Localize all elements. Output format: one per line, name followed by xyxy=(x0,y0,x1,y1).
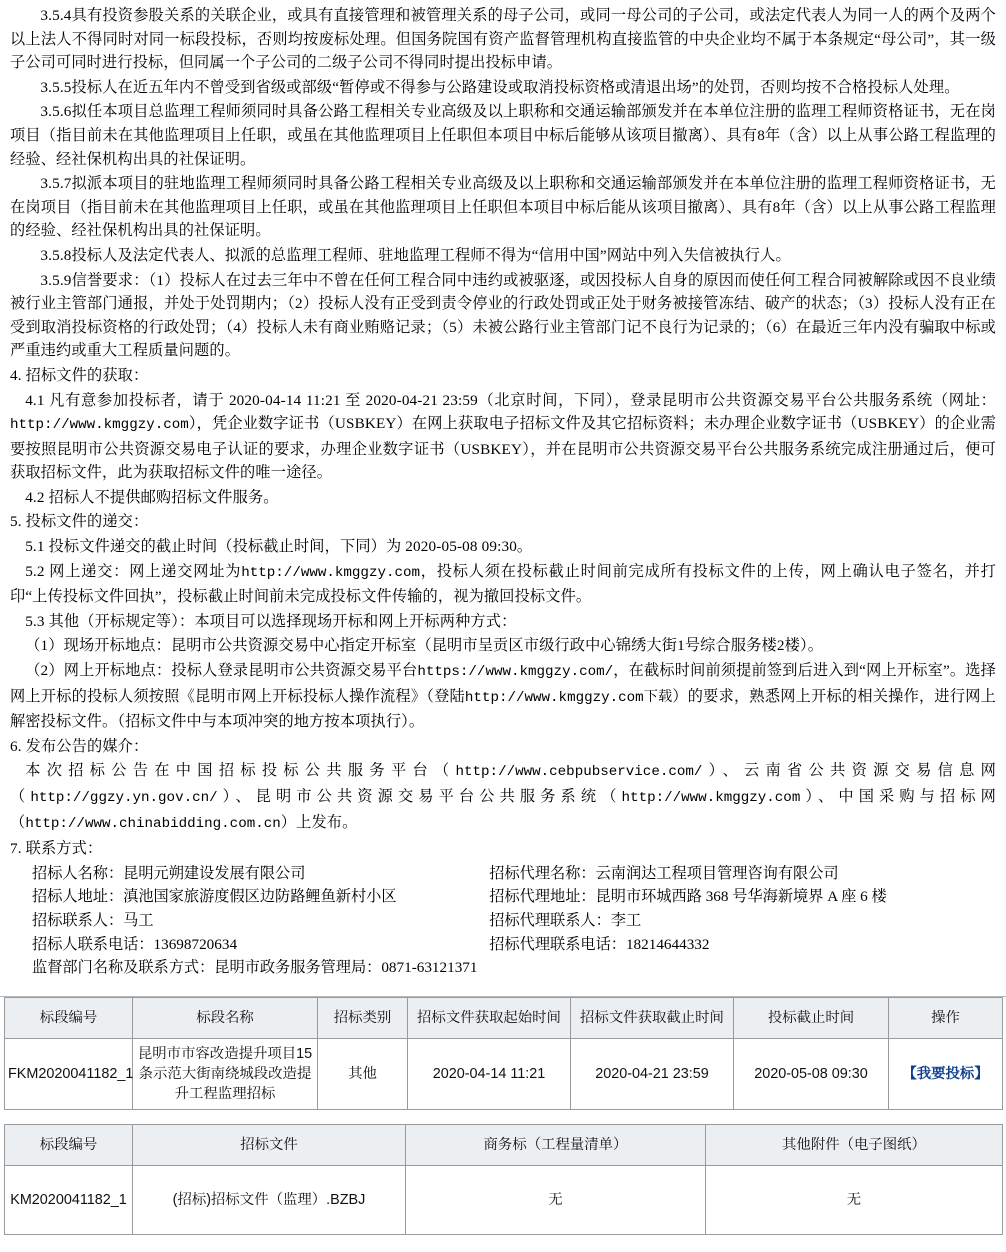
contact-row-address xyxy=(10,885,996,909)
contact-info-table xyxy=(10,862,996,980)
section-5-2 xyxy=(10,560,996,609)
section-5-2-text-b: ，投标人须在投标截止时间前完成所有投标文件的上传，网上确认电子签名，并打印“上传投标文件回执”，投标截止时间前未完成投标文件传输的，视为撤回投标文件。 xyxy=(10,562,997,606)
kmggzy-url-5: http://www.kmggzy.com xyxy=(621,790,801,806)
agent-contact-value: 李工 xyxy=(610,911,642,929)
kmggzy-url-2: http://www.kmggzy.com xyxy=(241,564,421,581)
file-table-header-row xyxy=(5,1124,1003,1165)
cebpubservice-url: http://www.cebpubservice.com/ xyxy=(455,764,703,781)
lot-cell-doc-end: 2020-04-21 23:59 xyxy=(571,1038,734,1109)
file-table xyxy=(4,1124,1003,1235)
lot-cell-lot-no: FKM2020041182_1 xyxy=(5,1038,133,1109)
section-6-body xyxy=(10,759,996,836)
section-6-text-c: ）、昆明市公共资源交易平台公共服务系统（ xyxy=(217,788,622,805)
supervisor-label: 监督部门名称及联系方式： xyxy=(32,959,215,977)
section-5-2-text-a: 5.2 网上递交：网上递交网址为 xyxy=(25,562,242,580)
tenderer-phone-cell xyxy=(10,933,483,957)
tenderer-name-value: 昆明元朔建设发展有限公司 xyxy=(123,864,306,882)
file-header-bid-doc: 招标文件 xyxy=(133,1124,406,1165)
agent-name-value: 云南润达工程项目管理咨询有限公司 xyxy=(595,864,839,882)
lot-header-action: 操作 xyxy=(889,997,1003,1038)
agent-address-cell xyxy=(483,885,996,909)
agent-address-value: 昆明市环城西路 368 号华海新境界 A 座 6 楼 xyxy=(595,888,887,906)
lot-header-category: 招标类别 xyxy=(318,997,408,1038)
section-5-3-2 xyxy=(10,659,996,734)
tenderer-contact-value: 马工 xyxy=(123,911,154,929)
agent-name-label: 招标代理名称： xyxy=(489,864,596,882)
lot-table xyxy=(4,997,1003,1110)
lot-cell-lot-name: 昆明市市容改造提升项目15条示范大街南绕城段改造提升工程监理招标 xyxy=(133,1038,318,1109)
supervisor-value: 昆明市政务服务管理局：0871-63121371 xyxy=(214,959,478,977)
tenderer-phone-value: 13698720634 xyxy=(153,935,238,953)
section-5-3: 5.3 其他（开标规定等）：本项目可以选择现场开标和网上开标两种方式： xyxy=(25,612,517,630)
section-5-title: 5. 投标文件的递交： xyxy=(10,513,149,531)
contact-row-person xyxy=(10,909,996,933)
section-4-2: 4.2 招标人不提供邮购招标文件服务。 xyxy=(25,488,279,506)
section-5-3-1: （1）现场开标地点：昆明市公共资源交易中心指定开标室（昆明市呈贡区市级行政中心锦绣大街1号综合服务楼2楼）。 xyxy=(25,637,824,655)
clause-3-5-8: 3.5.8投标人及法定代表人、拟派的总监理工程师、驻地监理工程师不得为“信用中国”网站中列入失信被执行人。 xyxy=(40,246,791,264)
file-cell-lot-no: KM2020041182_1 xyxy=(5,1165,133,1234)
section-4-1 xyxy=(10,389,996,485)
agent-address-label: 招标代理地址： xyxy=(489,888,596,906)
section-6-text-e: ）上发布。 xyxy=(280,813,358,831)
lot-header-lot-no: 标段编号 xyxy=(5,997,133,1038)
lot-header-bid-deadline: 投标截止时间 xyxy=(734,997,889,1038)
clause-3-5-7: 3.5.7拟派本项目的驻地监理工程师须同时具备公路工程相关专业高级及以上职称和交通运输部颁发并在本单位注册的监理工程师资格证书，无在岗项目（指目前未在其他监理项目上任职，或虽在其他监理项目上任职但本项目中标后能从该项目撤离）、具有8年（含）以上从事公路工程监理的经验、经社保机构出具的社保证明。 xyxy=(10,175,996,240)
lot-header-doc-end: 招标文件获取截止时间 xyxy=(571,997,734,1038)
section-4-title: 4. 招标文件的获取： xyxy=(10,366,149,384)
section-6-text-b: ）、云南省公共资源交易信息网（ xyxy=(10,762,997,805)
agent-phone-cell xyxy=(483,933,996,957)
lot-table-header-row xyxy=(5,997,1003,1038)
section-5-3-2-text-a: （2）网上开标地点：投标人登录昆明市公共资源交易平台 xyxy=(25,662,418,680)
section-5-3-2-text-c: ）的要求，熟悉网上开标的相关操作，进行网上解密投标文件。（招标文件中与本项冲突的地方按本项执行）。 xyxy=(10,687,996,731)
section-5-3-2-text-b: ，在截标时间前须提前签到后进入到“网上开标室”。选择网上开标的投标人须按照《昆明市网上开标投标人操作流程》（登陆 xyxy=(10,662,996,705)
tenderer-name-cell xyxy=(10,862,483,886)
lot-cell-doc-start: 2020-04-14 11:21 xyxy=(408,1038,571,1109)
contact-row-supervisor xyxy=(10,956,996,980)
agent-contact-label: 招标代理联系人： xyxy=(489,911,611,929)
section-5-1: 5.1 投标文件递交的截止时间（投标截止时间，下同）为 2020-05-08 09:30。 xyxy=(25,538,533,556)
lot-cell-category: 其他 xyxy=(318,1038,408,1109)
contact-row-phone xyxy=(10,933,996,957)
agent-phone-label: 招标代理联系电话： xyxy=(489,935,626,953)
file-header-other: 其他附件（电子图纸） xyxy=(706,1124,1003,1165)
tenderer-address-value: 滇池国家旅游度假区边防路鲤鱼新村小区 xyxy=(123,888,397,906)
section-6-title: 6. 发布公告的媒介： xyxy=(10,737,149,755)
apply-to-bid-button[interactable]: 【我要投标】 xyxy=(902,1065,989,1082)
file-header-commercial: 商务标（工程量清单） xyxy=(406,1124,706,1165)
tenderer-contact-cell xyxy=(10,909,483,933)
section-6-text-d: ）、中国采购与招标网（ xyxy=(10,788,996,831)
kmggzy-url-4: http://www.kmggzy.com下载 xyxy=(464,689,673,706)
clause-3-5-4: 3.5.4具有投资参股关系的关联企业，或具有直接管理和被管理关系的母子公司，或同一母公司的子公司，或法定代表人为同一人的两个及两个以上法人不得同时对同一标段投标，否则均按废标处理。但国务院国有资产监督管理机构直接监管的中央企业均不属于本条规定“母公司”，其一级子公司可同时进行投标，但同属一个子公司的二级子公司不得同时提出投标申请。 xyxy=(10,7,996,72)
supervisor-cell xyxy=(10,956,996,980)
chinabidding-url: http://www.chinabidding.com.cn xyxy=(25,815,281,832)
file-table-wrap xyxy=(0,1124,1006,1235)
tenderer-phone-label: 招标人联系电话： xyxy=(32,935,154,953)
tenderer-address-label: 招标人地址： xyxy=(32,888,124,906)
clause-3-5-5: 3.5.5投标人在近五年内不曾受到省级或部级“暂停或不得参与公路建设或取消投标资格或清退出场”的处罚，否则均按不合格投标人处理。 xyxy=(40,78,960,96)
lot-cell-bid-deadline: 2020-05-08 09:30 xyxy=(734,1038,889,1109)
table-row xyxy=(5,1038,1003,1109)
ggzy-yn-url: http://ggzy.yn.gov.cn/ xyxy=(30,790,218,806)
agent-name-cell xyxy=(483,862,996,886)
file-cell-commercial: 无 xyxy=(406,1165,706,1234)
table-gap xyxy=(0,1110,1006,1124)
lot-header-doc-start: 招标文件获取起始时间 xyxy=(408,997,571,1038)
tenderer-contact-label: 招标联系人： xyxy=(32,911,124,929)
kmggzy-url-1: http://www.kmggzy.com xyxy=(10,417,189,434)
lot-table-wrap xyxy=(0,997,1006,1110)
file-cell-bid-doc[interactable]: (招标)招标文件（监理）.BZBJ xyxy=(133,1165,406,1234)
agent-contact-cell xyxy=(483,909,996,933)
section-4-1-text-a: 4.1 凡有意参加投标者，请于 2020-04-14 11:21 至 2020-04-21 23:59（北京时间，下同），登录昆明市公共资源交易平台公共服务系统（网址： xyxy=(25,391,996,409)
lot-header-lot-name: 标段名称 xyxy=(133,997,318,1038)
section-6-text-a: 本次招标公告在中国招标投标公共服务平台（ xyxy=(25,762,456,780)
clause-3-5-6: 3.5.6拟任本项目总监理工程师须同时具备公路工程相关专业高级及以上职称和交通运输部颁发并在本单位注册的监理工程师资格证书，无在岗项目（指目前未在其他监理项目上任职，或虽在其他监理项目上任职但本项目中标后能够从该项目撤离）、具有8年（含）以上从事公路工程监理的经验、经社保机构出具的社保证明。 xyxy=(10,103,996,168)
section-4-1-text-b: ），凭企业数字证书（USBKEY）在网上获取电子招标文件及其它招标资料；未办理企业数字证书（USBKEY）的企业需要按照昆明市公共资源交易电子认证的要求，办理企业数字证书（USBKEY），并在昆明市公共资源交易平台公共服务系统完成注册通过后，便可获取招标文件，此为获取招标文件的唯一途径。 xyxy=(10,415,996,482)
file-header-lot-no: 标段编号 xyxy=(5,1124,133,1165)
section-7-title: 7. 联系方式： xyxy=(10,840,103,858)
tenderer-name-label: 招标人名称： xyxy=(32,864,124,882)
contact-row-name xyxy=(10,862,996,886)
file-cell-other: 无 xyxy=(706,1165,1003,1234)
kmggzy-url-3: https://www.kmggzy.com/ xyxy=(417,664,614,681)
agent-phone-value: 18214644332 xyxy=(625,935,710,953)
table-row xyxy=(5,1165,1003,1234)
tenderer-address-cell xyxy=(10,885,483,909)
clause-3-5-9: 3.5.9信誉要求：（1）投标人在过去三年中不曾在任何工程合同中违约或被驱逐，或因投标人自身的原因而使任何工程合同被解除或因不良业绩被行业主管部门通报，并处于处罚期内；（2）投标人没有正受到责令停业的行政处罚或正处于财务被接管冻结、破产的状态；（3）投标人没有正在受到取消投标资格的行政处罚；（4）投标人未有商业贿赂记录；（5）未被公路行业主管部门记不良行为记录的；（6）在最近三年内没有骗取中标或严重违约或重大工程质量问题的。 xyxy=(10,271,996,360)
lot-cell-action[interactable] xyxy=(889,1038,1003,1109)
